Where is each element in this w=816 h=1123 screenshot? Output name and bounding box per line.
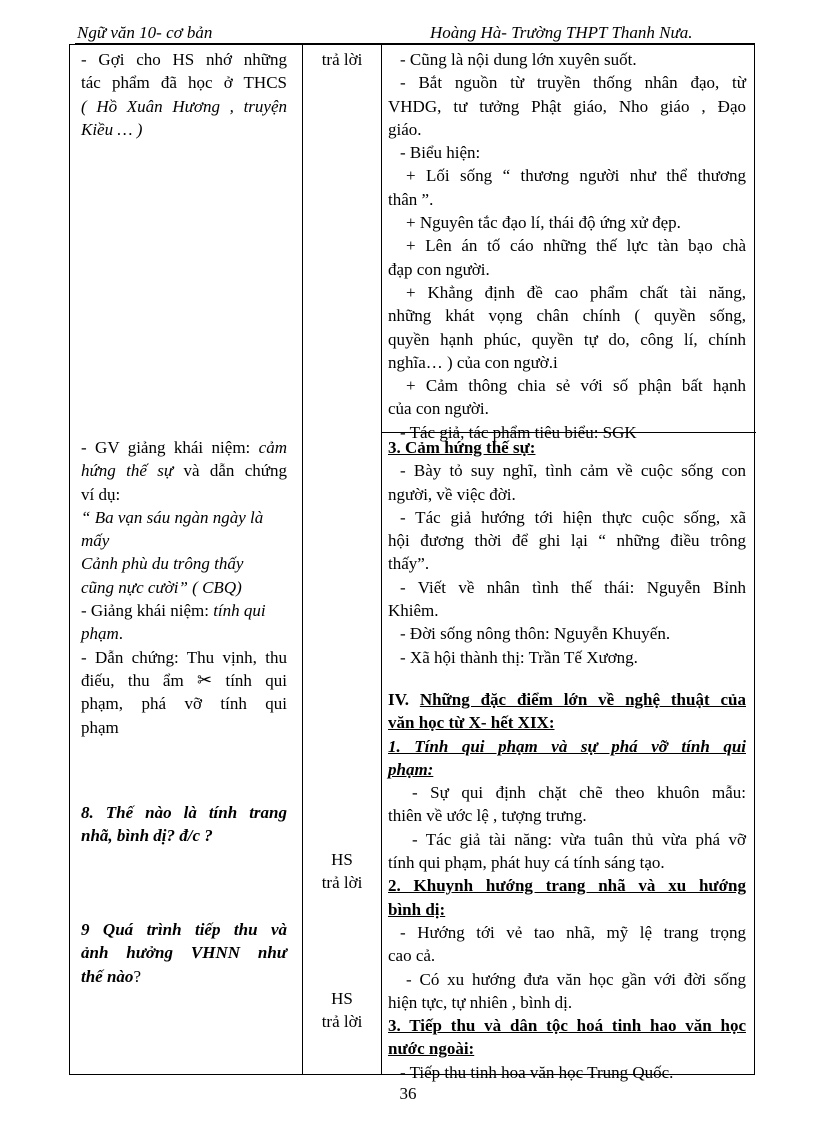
question-line: ảnh hưởng VHNN như bbox=[81, 943, 287, 963]
question-line bbox=[81, 965, 287, 988]
text: cảm bbox=[258, 438, 287, 457]
text-line: của con người. bbox=[388, 399, 489, 419]
student-answer bbox=[303, 48, 381, 71]
text-line: - Hướng tới vẻ tao nhã, mỹ lệ trang trọng bbox=[400, 922, 746, 942]
text-line: - Bày tỏ suy nghĩ, tình cảm về cuộc sống con bbox=[400, 461, 746, 481]
section-heading: 3. Cảm hứng thế sự: bbox=[388, 438, 536, 457]
page-header bbox=[75, 20, 755, 44]
student-answer bbox=[303, 848, 381, 895]
text-line: trả lời bbox=[321, 873, 363, 893]
text-line: những khát vọng chân chính ( quyền sống, bbox=[388, 306, 746, 326]
header-left: Ngữ văn 10- cơ bản bbox=[77, 23, 213, 42]
section-heading: 3. Tiếp thu và dân tộc hoá tinh hao văn học bbox=[388, 1016, 746, 1036]
text-line: HS bbox=[331, 850, 353, 869]
text-line: - Đời sống nông thôn: Nguyễn Khuyến. bbox=[400, 624, 671, 644]
text: điếu, thu ẩm bbox=[81, 670, 184, 690]
text: tính qui bbox=[212, 670, 287, 690]
text-line: tác phẩm đã học ở THCS bbox=[81, 73, 287, 93]
text-line: phạm, phá vỡ tính qui bbox=[81, 694, 287, 714]
text-line: trả lời bbox=[321, 1012, 363, 1032]
content-nhan-dao bbox=[388, 48, 746, 444]
text-line bbox=[81, 436, 287, 459]
text: tính qui bbox=[213, 601, 266, 621]
row-divider bbox=[382, 432, 756, 433]
text-line: - Có xu hướng đưa văn học gần với đời sống bbox=[406, 969, 746, 989]
text: hứng thế sự bbox=[81, 461, 174, 481]
scissors-icon: ✂ bbox=[197, 669, 213, 691]
lesson-table bbox=[69, 44, 755, 1082]
text-line: giáo. bbox=[388, 119, 422, 139]
text: phạm bbox=[81, 624, 119, 644]
text-line: ví dụ: bbox=[81, 484, 121, 504]
text-line bbox=[81, 669, 287, 692]
text-line: đạp con người. bbox=[388, 259, 490, 279]
section-heading bbox=[388, 688, 746, 711]
section-heading: 2. Khuynh hướng trang nhã và xu hướng bbox=[388, 876, 746, 896]
content-the-su bbox=[388, 436, 746, 669]
question-line: 8. Thế nào là tính trang bbox=[81, 803, 287, 822]
text-line bbox=[81, 599, 287, 622]
text: Những đặc điểm lớn về nghệ thuật của bbox=[419, 690, 746, 709]
text-line: ( Hồ Xuân Hương , truyện bbox=[81, 96, 287, 116]
text-line: - Gợi cho HS nhớ những bbox=[81, 50, 287, 69]
section-heading: 1. Tính qui phạm và sự phá vỡ tính qui bbox=[388, 736, 746, 756]
text: ? bbox=[133, 966, 141, 986]
text-line: - Dẫn chứng: Thu vịnh, thu bbox=[81, 647, 287, 667]
text-line: cao cả. bbox=[388, 946, 436, 966]
text: - GV giảng khái niệm: bbox=[81, 438, 259, 457]
content-nghe-thuat bbox=[388, 688, 746, 1084]
column-divider bbox=[381, 45, 382, 1074]
question-8 bbox=[81, 801, 287, 848]
text-line: + Cảm thông chia sẻ với số phận bất hạnh bbox=[406, 376, 746, 396]
text-line: thấy”. bbox=[388, 554, 430, 574]
activity-cam-hung-the-su bbox=[81, 436, 287, 739]
text-line: - Tiếp thu tinh hoa văn học Trung Quốc. bbox=[400, 1062, 674, 1082]
text-line bbox=[81, 622, 287, 645]
text-line: hiện tực, tự nhiên , bình dị. bbox=[388, 992, 573, 1012]
quote-line: mấy bbox=[81, 531, 110, 551]
question-line: 9 Quá trình tiếp thu và bbox=[81, 920, 287, 939]
text-line: - Tác giả tài năng: vừa tuân thủ vừa phá vỡ bbox=[412, 829, 746, 849]
text: và dẫn chứng bbox=[173, 461, 287, 481]
section-heading: phạm: bbox=[388, 759, 434, 779]
text: . bbox=[118, 624, 124, 644]
text-line: - Viết về nhân tình thế thái: Nguyễn Bỉnh bbox=[400, 577, 746, 597]
text-line: - Biểu hiện: bbox=[400, 143, 481, 163]
column-divider bbox=[302, 45, 303, 1074]
text-line: - Bắt nguồn từ truyền thống nhân đạo, từ bbox=[400, 73, 746, 93]
section-heading: văn học từ X- hết XIX: bbox=[388, 713, 555, 733]
student-answer bbox=[303, 987, 381, 1034]
text: thế nào bbox=[81, 966, 134, 986]
section-heading: bình dị: bbox=[388, 899, 446, 919]
text-line: tính qui phạm, phát huy cá tính sáng tạo. bbox=[388, 853, 665, 873]
text-line: người, về việc đời. bbox=[388, 484, 516, 504]
text-line: hội đương thời để ghi lại “ những điều trông bbox=[388, 531, 746, 551]
quote-line: “ Ba vạn sáu ngàn ngày là bbox=[81, 507, 264, 527]
text-line: thân ”. bbox=[388, 189, 434, 209]
section-heading: nước ngoài: bbox=[388, 1039, 475, 1059]
text-line: + Khẳng định đề cao phẩm chất tài năng, bbox=[406, 282, 746, 302]
text-line: nghĩa… ) của con ngườ.i bbox=[388, 352, 558, 372]
text-line: - Xã hội thành thị: Trần Tế Xương. bbox=[400, 647, 638, 667]
text-line: Khiêm. bbox=[388, 601, 439, 621]
text-line: - Cũng là nội dung lớn xuyên suốt. bbox=[400, 50, 637, 69]
activity-intro bbox=[81, 48, 287, 141]
text-line: VHDG, tư tưởng Phật giáo, Nho giáo , Đạo bbox=[388, 96, 746, 116]
text-line: trả lời bbox=[321, 50, 363, 69]
text-line bbox=[81, 459, 287, 482]
quote-line: Cảnh phù du trông thấy bbox=[81, 554, 244, 574]
text-line: phạm bbox=[81, 717, 119, 737]
text-line: + Nguyên tắc đạo lí, thái độ ứng xử đẹp. bbox=[406, 213, 681, 233]
text-line: - Tác giả, tác phẩm tiêu biểu: SGK bbox=[400, 422, 637, 442]
text-line: thiên về ước lệ , tượng trưng. bbox=[388, 806, 587, 826]
question-9 bbox=[81, 918, 287, 988]
text-line: HS bbox=[331, 989, 353, 1008]
text-line: + Lên án tố cáo những thế lực tàn bạo chà bbox=[406, 236, 746, 256]
quote-line: cũng nực cười” ( CBQ) bbox=[81, 577, 242, 597]
text: IV. bbox=[388, 690, 420, 709]
text-line: quyền hạnh phúc, quyền tự do, công lí, chính bbox=[388, 329, 746, 349]
text: - Giảng khái niệm: bbox=[81, 601, 214, 621]
header-right: Hoàng Hà- Trường THPT Thanh Nưa. bbox=[430, 23, 693, 42]
text-line: + Lối sống “ thương người như thể thương bbox=[406, 166, 746, 186]
question-line: nhã, bình dị? đ/c ? bbox=[81, 826, 213, 846]
page-number: 36 bbox=[399, 1084, 417, 1103]
text-line: - Sự qui định chặt chẽ theo khuôn mẫu: bbox=[412, 783, 746, 803]
text-line: - Tác giả hướng tới hiện thực cuộc sống, xã bbox=[400, 507, 746, 527]
text-line: Kiều … ) bbox=[81, 119, 143, 139]
